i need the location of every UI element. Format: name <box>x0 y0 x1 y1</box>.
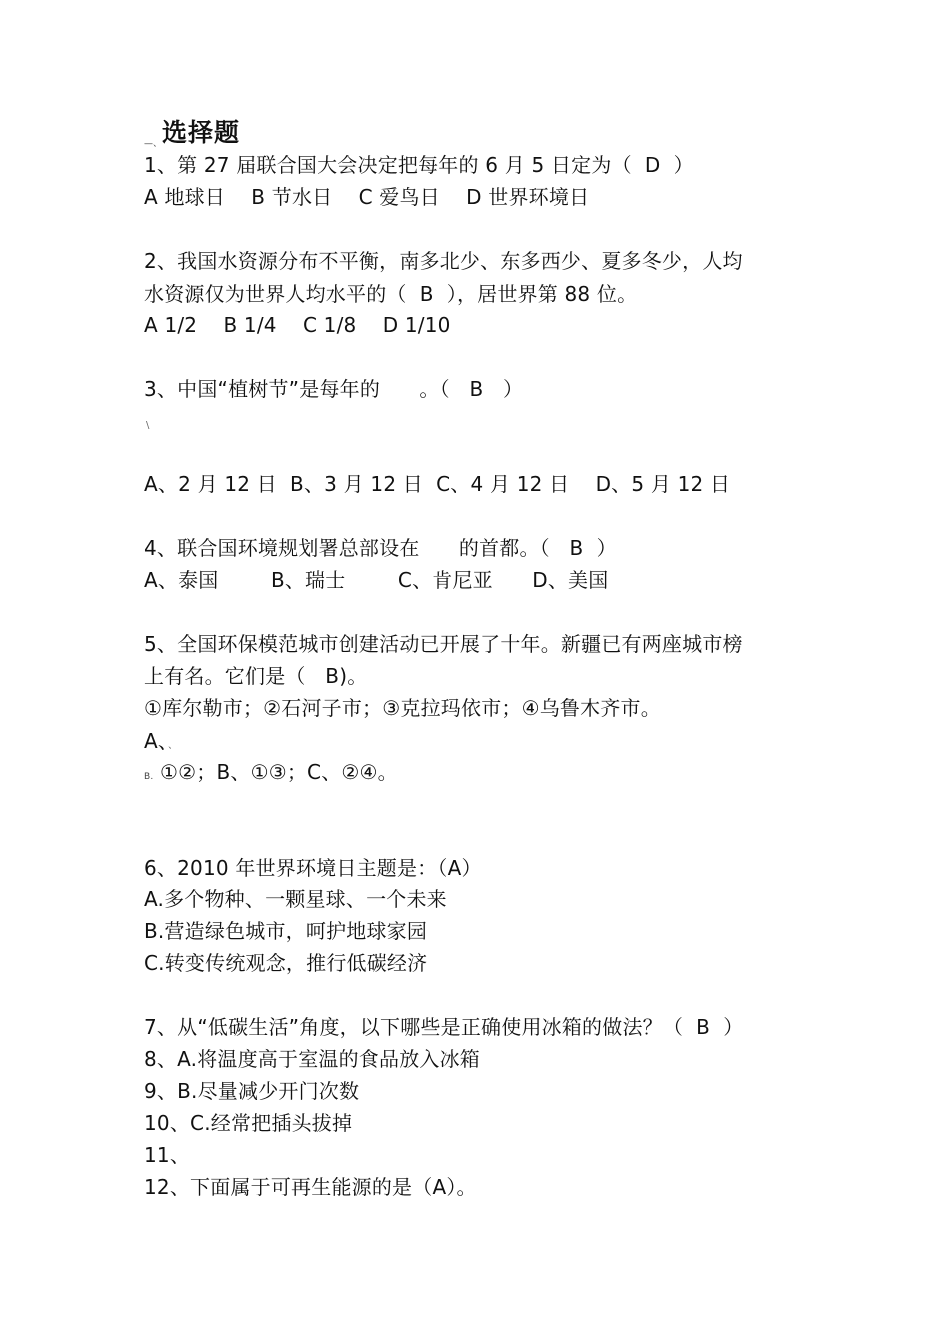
q4-stem: 4、联合国环境规划署总部设在 的首都。（ B ） <box>144 536 617 560</box>
q2-options: A 1/2 B 1/4 C 1/8 D 1/10 <box>144 313 451 337</box>
heading-title: 选择题 <box>162 118 241 147</box>
q5-stem-line2: 上有名。它们是（ B)。 <box>144 664 368 688</box>
q5-option-b-mark: B. <box>144 772 154 782</box>
q6-option-a: A.多个物种、一颗星球、一个未来 <box>144 887 447 911</box>
q3-options: A、2 月 12 日 B、3 月 12 日 C、4 月 12 日 D、5 月 12 日 <box>144 472 731 496</box>
line-9: 9、B.尽量减少开门次数 <box>144 1079 360 1103</box>
q6-option-c: C.转变传统观念，推行低碳经济 <box>144 951 428 975</box>
q5-option-a-mark: 、 <box>168 741 178 751</box>
q3-stray-mark: \ <box>146 420 150 431</box>
q5-option-rest-line <box>144 760 398 789</box>
q4-options: A、泰国 B、瑞士 C、肯尼亚 D、美国 <box>144 568 609 592</box>
q1-stem: 1、第 27 届联合国大会决定把每年的 6 月 5 日定为（ D ） <box>144 153 694 177</box>
q5-option-rest: ①②；B、①③；C、②④。 <box>160 760 398 784</box>
heading-number: —、 <box>144 139 163 149</box>
q2-stem-line2: 水资源仅为世界人均水平的（ B ），居世界第 88 位。 <box>144 282 638 306</box>
q5-option-a: A、 <box>144 729 169 753</box>
q5-choices: ①库尔勒市；②石河子市；③克拉玛依市；④乌鲁木齐市。 <box>144 696 661 720</box>
line-10: 10、C.经常把插头拔掉 <box>144 1111 353 1135</box>
q6-stem: 6、2010 年世界环境日主题是：（A） <box>144 856 482 880</box>
q7-stem: 7、从“低碳生活”角度，以下哪些是正确使用冰箱的做法？（ B ） <box>144 1015 744 1039</box>
q5-option-a-line <box>144 729 177 758</box>
section-heading <box>144 113 240 149</box>
q5-stem-line1: 5、全国环保模范城市创建活动已开展了十年。新疆已有两座城市榜 <box>144 632 743 656</box>
q2-stem-line1: 2、我国水资源分布不平衡，南多北少、东多西少、夏多冬少，人均 <box>144 249 743 273</box>
line-12: 12、下面属于可再生能源的是（A）。 <box>144 1175 477 1199</box>
q6-option-b: B.营造绿色城市，呵护地球家园 <box>144 919 428 943</box>
q1-options: A 地球日 B 节水日 C 爱鸟日 D 世界环境日 <box>144 185 590 209</box>
line-8: 8、A.将温度高于室温的食品放入冰箱 <box>144 1047 481 1071</box>
q3-stem: 3、中国“植树节”是每年的 。（ B ） <box>144 377 524 401</box>
line-11: 11、 <box>144 1143 191 1167</box>
